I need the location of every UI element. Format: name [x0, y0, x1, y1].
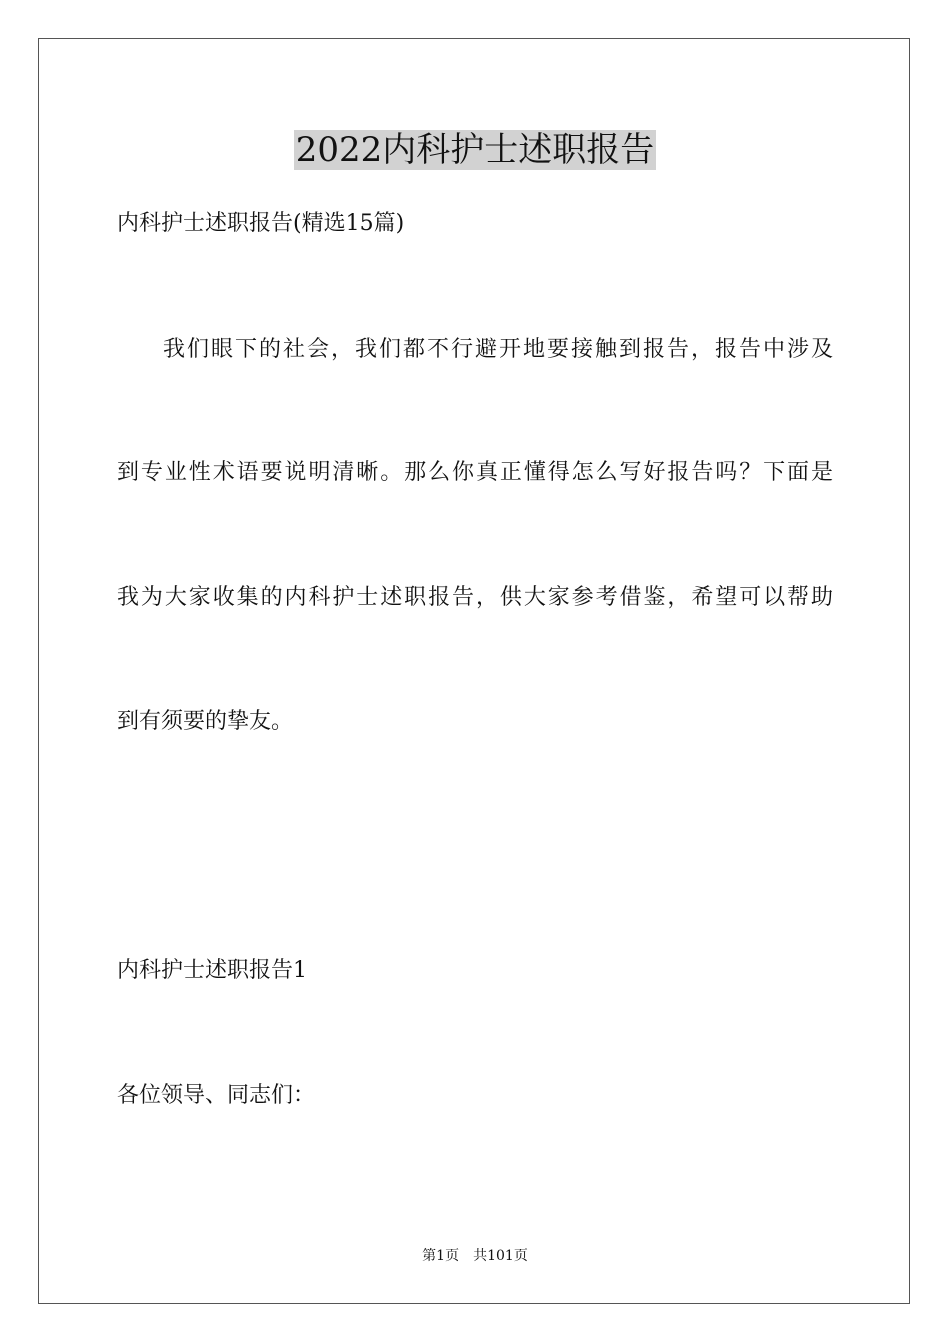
section-heading: 内科护士述职报告1	[117, 958, 307, 983]
intro-line-3: 我为大家收集的内科护士述职报告，供大家参考借鉴，希望可以帮助	[117, 585, 833, 610]
page-total: 共101页	[473, 1248, 528, 1264]
document-subtitle: 内科护士述职报告(精选15篇)	[117, 211, 405, 236]
document-title	[0, 128, 950, 172]
salutation: 各位领导、同志们：	[117, 1083, 316, 1108]
page-footer	[0, 1246, 950, 1266]
page-number: 第1页	[422, 1248, 460, 1264]
intro-line-2: 到专业性术语要说明清晰。那么你真正懂得怎么写好报告吗？下面是	[117, 460, 833, 485]
intro-line-1: 我们眼下的社会，我们都不行避开地要接触到报告，报告中涉及	[163, 337, 833, 362]
document-title-text: 2022内科护士述职报告	[295, 130, 655, 170]
intro-line-4: 到有须要的挚友。	[117, 709, 294, 734]
